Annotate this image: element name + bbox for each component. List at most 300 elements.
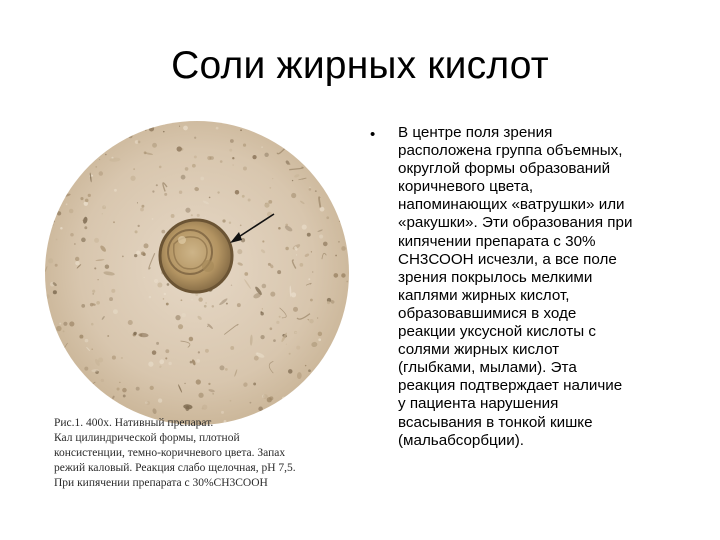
debris-particle (232, 157, 234, 159)
bullet-line: кипячении препарата с 30% (398, 232, 596, 250)
debris-particle (85, 199, 89, 203)
debris-particle (334, 273, 339, 278)
debris-particle (332, 189, 342, 197)
debris-particle (81, 238, 86, 243)
debris-particle (337, 388, 340, 391)
debris-particle (264, 153, 268, 157)
debris-particle (189, 337, 193, 341)
debris-particle (76, 160, 80, 164)
debris-particle (229, 149, 232, 152)
debris-particle (191, 214, 193, 216)
debris-particle (105, 154, 107, 156)
debris-particle (327, 301, 330, 304)
debris-particle (99, 159, 100, 160)
debris-particle (326, 216, 329, 219)
debris-particle (60, 227, 63, 230)
debris-particle (78, 391, 87, 397)
debris-particle (66, 203, 68, 205)
debris-particle (242, 195, 245, 198)
debris-particle (122, 388, 127, 393)
debris-particle (54, 365, 57, 368)
debris-particle (63, 322, 67, 326)
bullet-line: образовавшимися в ходе (398, 304, 577, 322)
debris-particle (309, 319, 313, 323)
debris-particle (171, 214, 175, 218)
debris-particle (177, 146, 182, 151)
debris-particle (217, 191, 219, 193)
debris-particle (113, 309, 118, 314)
debris-particle (45, 294, 49, 298)
debris-particle (196, 359, 200, 363)
debris-particle (320, 399, 323, 402)
bullet-line: напоминающих «ватрушки» или (398, 196, 625, 214)
debris-particle (57, 211, 61, 215)
debris-particle (263, 394, 268, 399)
debris-particle (128, 118, 135, 126)
debris-particle (289, 137, 293, 141)
debris-particle (61, 387, 63, 389)
debris-particle (253, 383, 256, 386)
debris-particle (209, 197, 211, 199)
debris-particle (221, 411, 224, 414)
debris-particle (216, 127, 219, 130)
debris-particle (197, 214, 200, 217)
debris-particle (292, 145, 296, 149)
debris-particle (119, 382, 120, 383)
debris-particle (270, 292, 275, 297)
debris-particle (322, 161, 325, 164)
debris-particle (225, 368, 228, 371)
debris-particle (253, 220, 255, 222)
debris-particle (123, 395, 126, 398)
debris-fiber (70, 148, 75, 153)
debris-particle (152, 350, 156, 354)
debris-particle (312, 271, 313, 272)
debris-particle (75, 261, 79, 265)
debris-particle (69, 209, 73, 213)
debris-particle (94, 121, 99, 126)
debris-particle (149, 296, 151, 298)
debris-particle (134, 254, 137, 257)
bullet-line: «ракушки». Эти образования при (398, 214, 633, 232)
debris-particle (296, 254, 297, 255)
debris-particle (196, 379, 201, 384)
debris-particle (230, 139, 234, 143)
debris-particle (262, 284, 267, 289)
debris-particle (164, 293, 166, 295)
bullet-marker: • (370, 126, 376, 143)
debris-particle (262, 308, 263, 309)
debris-particle (56, 326, 61, 331)
bullet-line: СН3СООН исчезли, а все поле (398, 250, 617, 268)
debris-particle (102, 213, 103, 214)
debris-particle (261, 146, 262, 147)
debris-particle (107, 335, 109, 337)
debris-particle (111, 289, 115, 293)
debris-particle (55, 264, 58, 267)
bullet-line: реакция подтверждает наличие (398, 377, 623, 395)
bullet-text (398, 124, 698, 450)
debris-particle (144, 243, 149, 248)
debris-particle (182, 313, 186, 317)
debris-particle (145, 130, 146, 131)
debris-particle (279, 316, 281, 318)
debris-particle (322, 409, 326, 413)
debris-particle (341, 209, 347, 217)
debris-particle (99, 171, 103, 175)
debris-particle (70, 165, 72, 167)
debris-particle (240, 224, 242, 226)
debris-particle (300, 263, 304, 267)
debris-particle (133, 168, 135, 170)
debris-particle (237, 303, 241, 307)
debris-particle (54, 175, 61, 184)
debris-particle (130, 176, 135, 181)
debris-particle (179, 191, 182, 194)
debris-particle (346, 281, 348, 283)
debris-particle (64, 158, 68, 162)
bullet-line: реакции уксусной кислоты с (398, 323, 596, 341)
debris-particle (307, 233, 311, 237)
debris-particle (126, 410, 127, 411)
debris-particle (92, 290, 95, 293)
debris-particle (184, 383, 185, 384)
slide-title: Соли жирных кислот (171, 44, 549, 87)
debris-particle (311, 251, 312, 252)
debris-particle (341, 246, 346, 251)
debris-particle (91, 409, 96, 414)
bullet-line: всасывания в тонкой кишке (398, 413, 593, 431)
debris-particle (45, 416, 49, 420)
debris-particle (252, 155, 256, 159)
debris-particle (98, 279, 99, 280)
debris-particle (94, 150, 96, 152)
debris-particle (106, 122, 110, 126)
debris-particle (63, 330, 65, 332)
debris-particle (133, 332, 136, 335)
debris-particle (277, 270, 281, 274)
debris-particle (268, 200, 272, 204)
figure-caption (54, 416, 354, 491)
debris-particle (345, 169, 346, 170)
debris-particle (243, 144, 246, 147)
debris-particle (335, 368, 337, 370)
debris-particle (74, 243, 76, 245)
debris-particle (141, 251, 145, 255)
debris-particle (81, 155, 86, 160)
debris-particle (181, 299, 183, 301)
debris-particle (47, 223, 51, 227)
bullet-line: солями жирных кислот (398, 341, 560, 359)
debris-particle (161, 230, 165, 234)
debris-particle (231, 285, 232, 286)
debris-particle (49, 128, 51, 130)
debris-particle (198, 351, 200, 353)
debris-particle (93, 157, 95, 159)
debris-particle (150, 386, 154, 390)
debris-particle (305, 365, 306, 366)
debris-particle (154, 279, 158, 283)
bullet-line: у пациента нарушения (398, 395, 559, 413)
debris-particle (84, 367, 88, 371)
debris-particle (336, 195, 340, 199)
debris-particle (292, 180, 293, 181)
debris-particle (273, 339, 276, 342)
debris-particle (229, 222, 231, 224)
debris-particle (157, 283, 162, 288)
debris-particle (307, 380, 309, 382)
caption-line: Кал цилиндрической формы, плотной (54, 432, 240, 444)
debris-particle (163, 131, 165, 133)
debris-particle (323, 403, 328, 408)
debris-particle (198, 297, 202, 301)
debris-particle (140, 208, 144, 212)
debris-particle (181, 175, 186, 180)
debris-particle (122, 256, 124, 258)
debris-particle (192, 164, 196, 168)
debris-particle (79, 335, 83, 339)
debris-particle (289, 353, 291, 355)
debris-particle (260, 335, 264, 339)
debris-particle (323, 242, 328, 247)
debris-particle (135, 230, 138, 233)
bullet-line: (глыбками, мылами). Эта (398, 359, 577, 377)
debris-particle (91, 323, 94, 326)
debris-particle (243, 167, 247, 171)
debris-particle (165, 357, 167, 359)
debris-particle (53, 290, 57, 294)
debris-particle (286, 344, 287, 345)
debris-particle (315, 163, 322, 169)
debris-particle (99, 406, 104, 411)
debris-particle (198, 393, 203, 398)
debris-particle (148, 362, 153, 367)
debris-particle (204, 305, 207, 308)
debris-particle (309, 187, 311, 189)
debris-particle (178, 324, 183, 329)
debris-particle (112, 356, 116, 360)
debris-particle (185, 208, 190, 213)
debris-particle (330, 192, 334, 196)
bullet-line: В центре поля зрения (398, 124, 553, 141)
debris-particle (94, 238, 99, 243)
debris-particle (341, 273, 345, 277)
debris-particle (47, 363, 51, 367)
debris-particle (80, 197, 83, 200)
debris-particle (152, 143, 157, 148)
debris-particle (163, 298, 165, 300)
debris-particle (308, 369, 311, 372)
debris-particle (330, 363, 333, 366)
debris-particle (152, 218, 154, 220)
debris-particle (125, 129, 127, 131)
caption-line: режий каловый. Реакция слабо щелочная, pH 7,5. (54, 462, 296, 474)
debris-particle (84, 226, 87, 229)
debris-particle (346, 165, 349, 168)
debris-particle (141, 205, 144, 208)
debris-particle (136, 387, 140, 391)
debris-particle (179, 126, 180, 127)
debris-particle (70, 233, 74, 237)
caption-line: Рис.1. 400х. Нативный препарат. (54, 417, 214, 429)
debris-particle (117, 387, 120, 390)
debris-particle (315, 190, 317, 192)
debris-particle (205, 217, 206, 218)
debris-particle (113, 406, 116, 409)
debris-particle (118, 136, 120, 138)
debris-particle (318, 332, 322, 336)
debris-particle (288, 369, 293, 374)
debris-particle (226, 303, 228, 305)
micrograph-figure (34, 116, 364, 516)
debris-particle (258, 407, 263, 412)
debris-particle (298, 409, 301, 412)
debris-particle (202, 405, 207, 410)
debris-particle (194, 155, 197, 158)
debris-particle (44, 405, 49, 408)
debris-particle (299, 150, 301, 152)
debris-particle (78, 395, 81, 398)
debris-particle (240, 129, 242, 131)
debris-particle (89, 395, 92, 398)
debris-particle (212, 305, 214, 307)
debris-particle (291, 193, 296, 198)
debris-particle (101, 379, 104, 382)
debris-particle (220, 160, 223, 163)
debris-particle (272, 178, 273, 179)
debris-particle (159, 166, 162, 169)
debris-particle (96, 301, 100, 305)
debris-particle (285, 247, 288, 250)
debris-particle (326, 120, 331, 125)
debris-particle (114, 189, 117, 192)
debris-particle (59, 323, 61, 325)
debris-particle (265, 203, 266, 204)
debris-particle (78, 410, 82, 414)
debris-particle (260, 312, 263, 315)
debris-particle (121, 357, 123, 359)
debris-particle (248, 198, 251, 201)
debris-particle (219, 365, 224, 370)
debris-particle (98, 357, 103, 362)
debris-particle (306, 384, 312, 394)
debris-particle (250, 402, 252, 404)
debris-particle (60, 128, 70, 133)
debris-particle (144, 277, 145, 278)
debris-particle (278, 227, 281, 230)
bullet-line: зрения покрылось мелкими (398, 268, 593, 286)
debris-particle (164, 193, 167, 196)
debris-particle (90, 400, 91, 401)
debris-particle (156, 184, 158, 186)
debris-particle (254, 356, 259, 361)
debris-particle (91, 348, 93, 350)
debris-particle (244, 272, 248, 276)
debris-particle (318, 338, 321, 341)
debris-particle (52, 372, 54, 374)
debris-particle (137, 202, 138, 203)
debris-particle (262, 240, 264, 242)
debris-particle (296, 346, 300, 350)
debris-particle (75, 257, 79, 261)
debris-particle (183, 126, 188, 131)
debris-particle (235, 190, 239, 194)
debris-particle (168, 362, 171, 365)
debris-particle (50, 372, 54, 376)
bullet-line: каплями жирных кислот, (398, 286, 570, 304)
debris-particle (102, 205, 106, 209)
debris-particle (334, 167, 336, 169)
debris-particle (81, 304, 85, 308)
debris-particle (264, 203, 269, 208)
debris-particle (300, 129, 305, 134)
soap-cell (160, 220, 232, 292)
debris-particle (175, 315, 180, 320)
debris-particle (47, 197, 51, 201)
debris-particle (324, 408, 325, 409)
debris-particle (185, 167, 189, 171)
debris-particle (95, 166, 97, 168)
debris-particle (319, 234, 323, 238)
debris-particle (165, 349, 169, 353)
debris-particle (92, 126, 102, 137)
bullet-line: (мальабсорбции). (398, 431, 524, 449)
debris-particle (230, 400, 232, 402)
debris-particle (149, 126, 154, 131)
debris-particle (207, 326, 208, 327)
debris-particle (113, 221, 115, 223)
debris-particle (326, 190, 328, 192)
debris-particle (222, 219, 225, 222)
bullet-line: расположена группа объемных, (398, 142, 623, 160)
debris-particle (294, 141, 297, 144)
debris-particle (294, 331, 297, 334)
debris-particle (291, 292, 296, 297)
debris-particle (68, 395, 73, 400)
debris-particle (276, 321, 279, 324)
debris-particle (73, 407, 75, 409)
debris-particle (230, 346, 234, 350)
debris-particle (85, 339, 89, 343)
debris-particle (109, 297, 113, 301)
debris-particle (200, 177, 204, 181)
debris-particle (282, 397, 285, 400)
debris-particle (88, 194, 91, 197)
bullet-line: коричневого цвета, (398, 178, 534, 196)
debris-particle (289, 163, 291, 165)
debris-particle (320, 207, 325, 212)
debris-particle (335, 255, 337, 257)
debris-particle (212, 393, 213, 394)
debris-particle (269, 396, 273, 400)
debris-particle (324, 380, 328, 384)
debris-particle (128, 320, 133, 325)
bullet-line: округлой формы образований (398, 160, 611, 178)
debris-particle (270, 327, 273, 330)
debris-particle (293, 307, 298, 312)
debris-particle (128, 134, 132, 138)
debris-particle (310, 299, 313, 302)
debris-particle (167, 283, 170, 286)
debris-particle (308, 278, 310, 280)
debris-particle (205, 302, 207, 304)
debris-particle (341, 130, 346, 135)
debris-particle (92, 293, 94, 295)
debris-particle (233, 164, 234, 165)
debris-particle (302, 224, 307, 229)
debris-particle (94, 120, 98, 124)
debris-particle (84, 201, 88, 205)
